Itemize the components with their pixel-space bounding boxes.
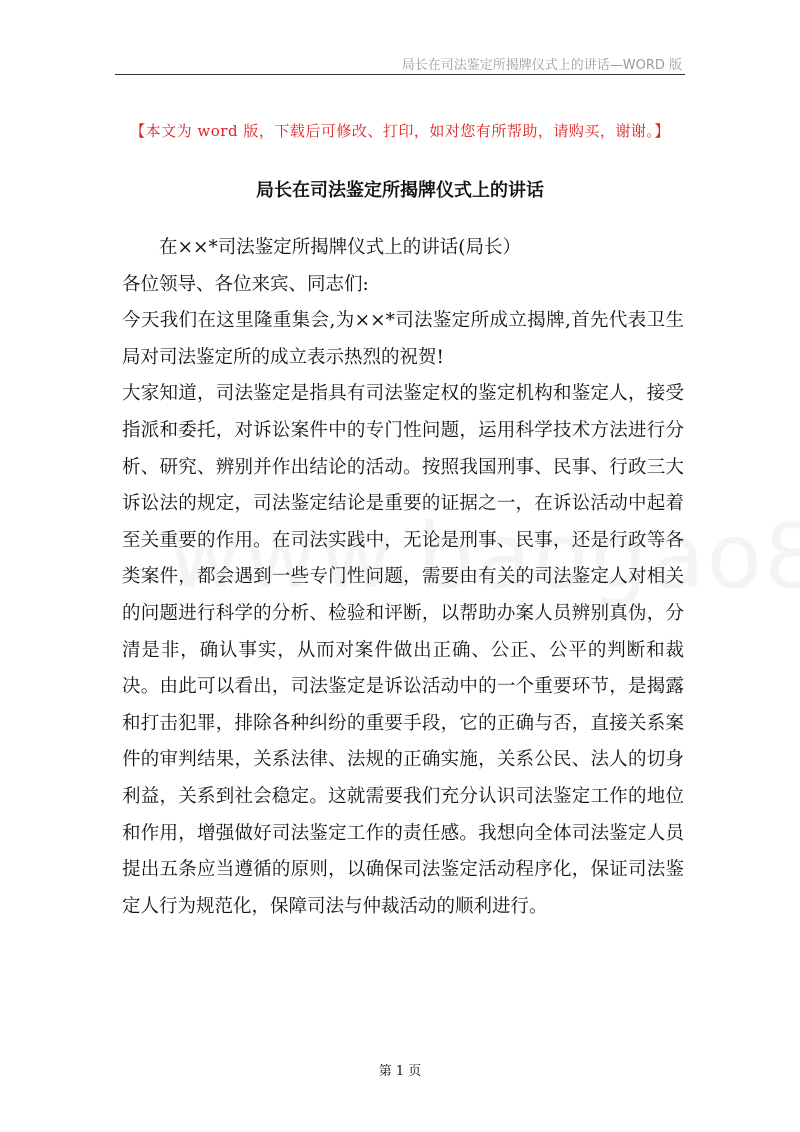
speech-heading: 在××*司法鉴定所揭牌仪式上的讲话(局长）: [159, 237, 521, 258]
paragraph-main: 大家知道，司法鉴定是指具有司法鉴定权的鉴定机构和鉴定人，接受指派和委托，对诉讼案件中的专门性问题，运用科学技术方法进行分析、研究、辨别并作出结论的活动。按照我国刑事、民事、行政三大诉讼法的规定，司法鉴定结论是重要的证据之一，在诉讼活动中起着至关重要的作用。在司法实践中，无论是刑事、民事，还是行政等各类案件，都会遇到一些专门性问题，需要由有关的司法鉴定人对相关的问题进行科学的分析、检验和评断，以帮助办案人员辨别真伪，分清是非，确认事实，从而对案件做出正确、公正、公平的判断和裁决。由此可以看出，司法鉴定是诉讼活动中的一个重要环节，是揭露和打击犯罪，排除各种纠纷的重要手段，它的正确与否，直接关系案件的审判结果，关系法律、法规的正确实施，关系公民、法人的切身利益，关系到社会稳定。这就需要我们充分认识司法鉴定工作的地位和作用，增强做好司法鉴定工作的责任感。我想向全体司法鉴定人员提出五条应当遵循的原则，以确保司法鉴定活动程序化，保证司法鉴定人行为规范化，保障司法与仲裁活动的顺利进行。: [122, 383, 684, 917]
salutation: 各位领导、各位来宾、同志们:: [122, 273, 369, 295]
page-number: 第 1 页: [378, 1064, 422, 1079]
purchase-notice: 【本文为 word 版，下载后可修改、打印，如对您有所帮助，请购买，谢谢。】: [130, 122, 670, 140]
paragraph-opening: 今天我们在这里隆重集会,为××*司法鉴定所成立揭牌,首先代表卫生局对司法鉴定所的成立表示热烈的祝贺!: [122, 310, 684, 368]
running-header: 局长在司法鉴定所揭牌仪式上的讲话—WORD 版: [401, 58, 682, 73]
document-body: [122, 230, 684, 925]
document-title: 局长在司法鉴定所揭牌仪式上的讲话: [256, 180, 544, 201]
header-divider: [115, 74, 685, 75]
